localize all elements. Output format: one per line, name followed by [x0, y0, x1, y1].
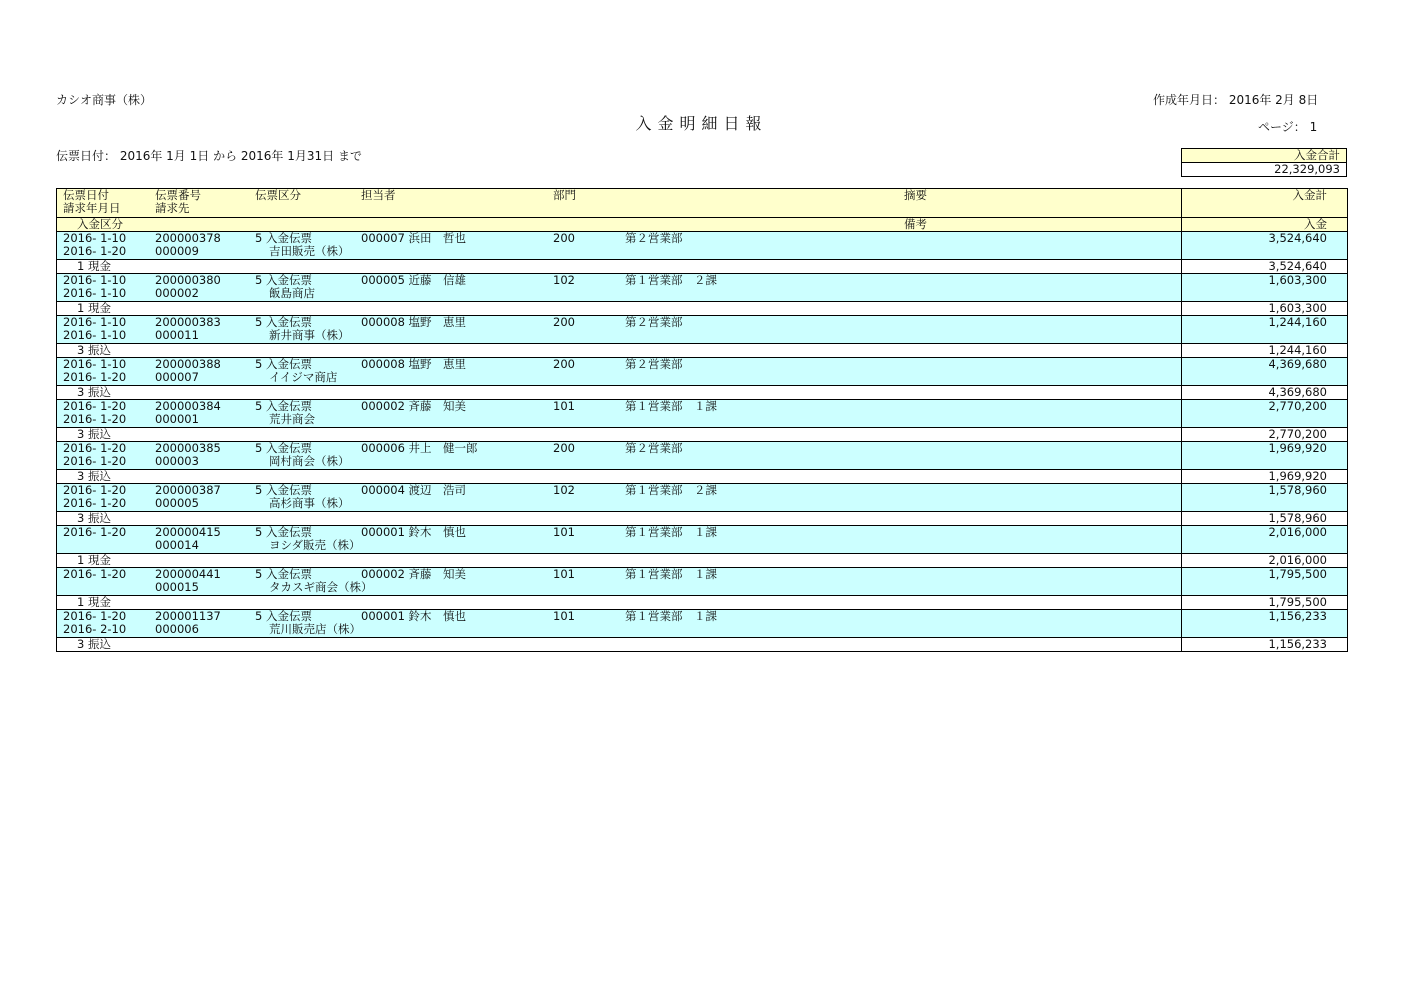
- slip-date: 2016- 1-20: [63, 441, 127, 455]
- staff: 000005 近藤 信雄: [361, 273, 467, 287]
- bill-date: 2016- 1-20: [63, 412, 127, 426]
- table-header: [57, 189, 1347, 217]
- deposit-total-box: [1181, 148, 1347, 177]
- amount-total: 1,578,960: [1268, 483, 1327, 497]
- slip-number: 200000388: [155, 357, 221, 371]
- slip-number: 200000383: [155, 315, 221, 329]
- col-slip-no: 伝票番号: [155, 188, 201, 202]
- department-code: 200: [553, 231, 575, 245]
- table-row: [57, 273, 1347, 301]
- department-name: 第１営業部 １課: [625, 399, 717, 413]
- slip-type: 5 入金伝票: [255, 231, 312, 245]
- staff: 000001 鈴木 慎也: [361, 609, 467, 623]
- department-name: 第２営業部: [625, 231, 683, 245]
- company-name: カシオ商事（株）: [56, 93, 153, 107]
- customer-name: 吉田販売（株）: [269, 244, 350, 258]
- table-row: [57, 567, 1347, 595]
- table-subrow: [57, 301, 1347, 315]
- department-code: 101: [553, 525, 575, 539]
- table-subrow: [57, 343, 1347, 357]
- slip-date: 2016- 1-10: [63, 315, 127, 329]
- page-number: ページ： 1: [1258, 120, 1318, 134]
- payment-type: 3 振込: [77, 511, 111, 525]
- customer-code: 000005: [155, 496, 199, 510]
- created-date: 作成年月日： 2016年 2月 8日: [1153, 93, 1319, 107]
- bill-date: 2016- 1-20: [63, 370, 127, 384]
- col-payment-type: 入金区分: [77, 217, 123, 231]
- customer-code: 000011: [155, 328, 199, 342]
- customer-name: 新井商事（株）: [269, 328, 350, 342]
- slip-type: 5 入金伝票: [255, 483, 312, 497]
- table-subrow: [57, 511, 1347, 525]
- slip-date: 2016- 1-20: [63, 567, 127, 581]
- table-subrow: [57, 595, 1347, 609]
- customer-name: ヨシダ販売（株）: [269, 538, 361, 552]
- customer-name: 荒川販売店（株）: [269, 622, 361, 636]
- amount: 1,969,920: [1268, 469, 1327, 483]
- department-name: 第１営業部 １課: [625, 609, 717, 623]
- amount-total: 3,524,640: [1268, 231, 1327, 245]
- department-code: 200: [553, 315, 575, 329]
- payment-type: 1 現金: [77, 595, 111, 609]
- staff: 000008 塩野 恵里: [361, 315, 467, 329]
- table-subrow: [57, 553, 1347, 567]
- customer-code: 000015: [155, 580, 199, 594]
- staff: 000006 井上 健一郎: [361, 441, 478, 455]
- slip-date: 2016- 1-10: [63, 231, 127, 245]
- date-range: 伝票日付： 2016年 1月 1日 から 2016年 1月31日 まで: [56, 149, 362, 163]
- payment-type: 1 現金: [77, 553, 111, 567]
- amount: 1,795,500: [1268, 595, 1327, 609]
- department-name: 第１営業部 １課: [625, 567, 717, 581]
- amount-total: 1,603,300: [1268, 273, 1327, 287]
- department-code: 101: [553, 609, 575, 623]
- col-bill-to: 請求先: [155, 201, 190, 215]
- deposit-detail-table: [56, 188, 1348, 652]
- table-row: [57, 483, 1347, 511]
- customer-code: 000001: [155, 412, 199, 426]
- slip-type: 5 入金伝票: [255, 315, 312, 329]
- slip-type: 5 入金伝票: [255, 273, 312, 287]
- table-subheader: [57, 217, 1347, 231]
- slip-number: 200000387: [155, 483, 221, 497]
- customer-code: 000014: [155, 538, 199, 552]
- amount: 1,244,160: [1268, 343, 1327, 357]
- bill-date: 2016- 1-20: [63, 454, 127, 468]
- slip-type: 5 入金伝票: [255, 399, 312, 413]
- staff: 000004 渡辺 浩司: [361, 483, 467, 497]
- customer-code: 000006: [155, 622, 199, 636]
- slip-number: 200000441: [155, 567, 221, 581]
- table-row: [57, 609, 1347, 637]
- amount: 1,603,300: [1268, 301, 1327, 315]
- slip-date: 2016- 1-20: [63, 525, 127, 539]
- col-amount: 入金: [1304, 217, 1327, 231]
- amount-total: 2,770,200: [1268, 399, 1327, 413]
- customer-code: 000009: [155, 244, 199, 258]
- slip-date: 2016- 1-20: [63, 399, 127, 413]
- department-name: 第２営業部: [625, 315, 683, 329]
- amount-total: 1,795,500: [1268, 567, 1327, 581]
- payment-type: 3 振込: [77, 427, 111, 441]
- staff: 000002 斉藤 知美: [361, 567, 467, 581]
- slip-date: 2016- 1-10: [63, 273, 127, 287]
- staff: 000001 鈴木 慎也: [361, 525, 467, 539]
- customer-name: 高杉商事（株）: [269, 496, 350, 510]
- department-name: 第１営業部 ２課: [625, 483, 717, 497]
- payment-type: 3 振込: [77, 343, 111, 357]
- table-subrow: [57, 637, 1347, 651]
- customer-name: イイジマ商店: [269, 370, 338, 384]
- col-remarks: 備考: [904, 217, 927, 231]
- amount-total: 4,369,680: [1268, 357, 1327, 371]
- customer-code: 000007: [155, 370, 199, 384]
- amount: 1,156,233: [1268, 637, 1327, 651]
- slip-type: 5 入金伝票: [255, 567, 312, 581]
- slip-date: 2016- 1-20: [63, 609, 127, 623]
- amount: 4,369,680: [1268, 385, 1327, 399]
- bill-date: 2016- 2-10: [63, 622, 127, 636]
- col-department: 部門: [553, 188, 576, 202]
- col-amount-total: 入金計: [1292, 188, 1327, 202]
- amount: 3,524,640: [1268, 259, 1327, 273]
- col-bill-date: 請求年月日: [63, 201, 121, 215]
- table-row: [57, 231, 1347, 259]
- slip-number: 200000384: [155, 399, 221, 413]
- table-subrow: [57, 385, 1347, 399]
- payment-type: 1 現金: [77, 259, 111, 273]
- col-summary: 摘要: [904, 188, 927, 202]
- amount-total: 1,156,233: [1268, 609, 1327, 623]
- staff: 000008 塩野 恵里: [361, 357, 467, 371]
- slip-number: 200001137: [155, 609, 221, 623]
- bill-date: 2016- 1-10: [63, 286, 127, 300]
- customer-code: 000002: [155, 286, 199, 300]
- customer-name: 荒井商会: [269, 412, 315, 426]
- table-subrow: [57, 259, 1347, 273]
- department-name: 第２営業部: [625, 441, 683, 455]
- bill-date: 2016- 1-10: [63, 328, 127, 342]
- staff: 000002 斉藤 知美: [361, 399, 467, 413]
- department-name: 第１営業部 １課: [625, 525, 717, 539]
- col-staff: 担当者: [361, 188, 396, 202]
- department-code: 200: [553, 357, 575, 371]
- slip-type: 5 入金伝票: [255, 609, 312, 623]
- department-code: 102: [553, 483, 575, 497]
- payment-type: 3 振込: [77, 637, 111, 651]
- slip-date: 2016- 1-10: [63, 357, 127, 371]
- col-slip-type: 伝票区分: [255, 188, 301, 202]
- amount: 2,770,200: [1268, 427, 1327, 441]
- table-row: [57, 525, 1347, 553]
- amount-total: 2,016,000: [1268, 525, 1327, 539]
- department-code: 102: [553, 273, 575, 287]
- department-name: 第２営業部: [625, 357, 683, 371]
- slip-number: 200000380: [155, 273, 221, 287]
- table-subrow: [57, 469, 1347, 483]
- payment-type: 3 振込: [77, 385, 111, 399]
- col-slip-date: 伝票日付: [63, 188, 109, 202]
- slip-type: 5 入金伝票: [255, 357, 312, 371]
- department-code: 101: [553, 567, 575, 581]
- amount-total: 1,969,920: [1268, 441, 1327, 455]
- bill-date: 2016- 1-20: [63, 496, 127, 510]
- payment-type: 1 現金: [77, 301, 111, 315]
- deposit-total-label: 入金合計: [1182, 149, 1346, 163]
- customer-name: 飯島商店: [269, 286, 315, 300]
- table-row: [57, 357, 1347, 385]
- amount: 2,016,000: [1268, 553, 1327, 567]
- slip-type: 5 入金伝票: [255, 525, 312, 539]
- payment-type: 3 振込: [77, 469, 111, 483]
- slip-type: 5 入金伝票: [255, 441, 312, 455]
- record-list: [57, 231, 1347, 651]
- department-name: 第１営業部 ２課: [625, 273, 717, 287]
- amount: 1,578,960: [1268, 511, 1327, 525]
- table-row: [57, 315, 1347, 343]
- bill-date: 2016- 1-20: [63, 244, 127, 258]
- slip-number: 200000378: [155, 231, 221, 245]
- table-row: [57, 441, 1347, 469]
- customer-code: 000003: [155, 454, 199, 468]
- slip-number: 200000385: [155, 441, 221, 455]
- department-code: 101: [553, 399, 575, 413]
- report-title: 入金明細日報: [635, 114, 768, 133]
- customer-name: 岡村商会（株）: [269, 454, 350, 468]
- deposit-total-value: 22,329,093: [1182, 163, 1346, 176]
- department-code: 200: [553, 441, 575, 455]
- table-subrow: [57, 427, 1347, 441]
- slip-number: 200000415: [155, 525, 221, 539]
- amount-total: 1,244,160: [1268, 315, 1327, 329]
- table-row: [57, 399, 1347, 427]
- staff: 000007 浜田 哲也: [361, 231, 467, 245]
- slip-date: 2016- 1-20: [63, 483, 127, 497]
- customer-name: タカスギ商会（株）: [269, 580, 373, 594]
